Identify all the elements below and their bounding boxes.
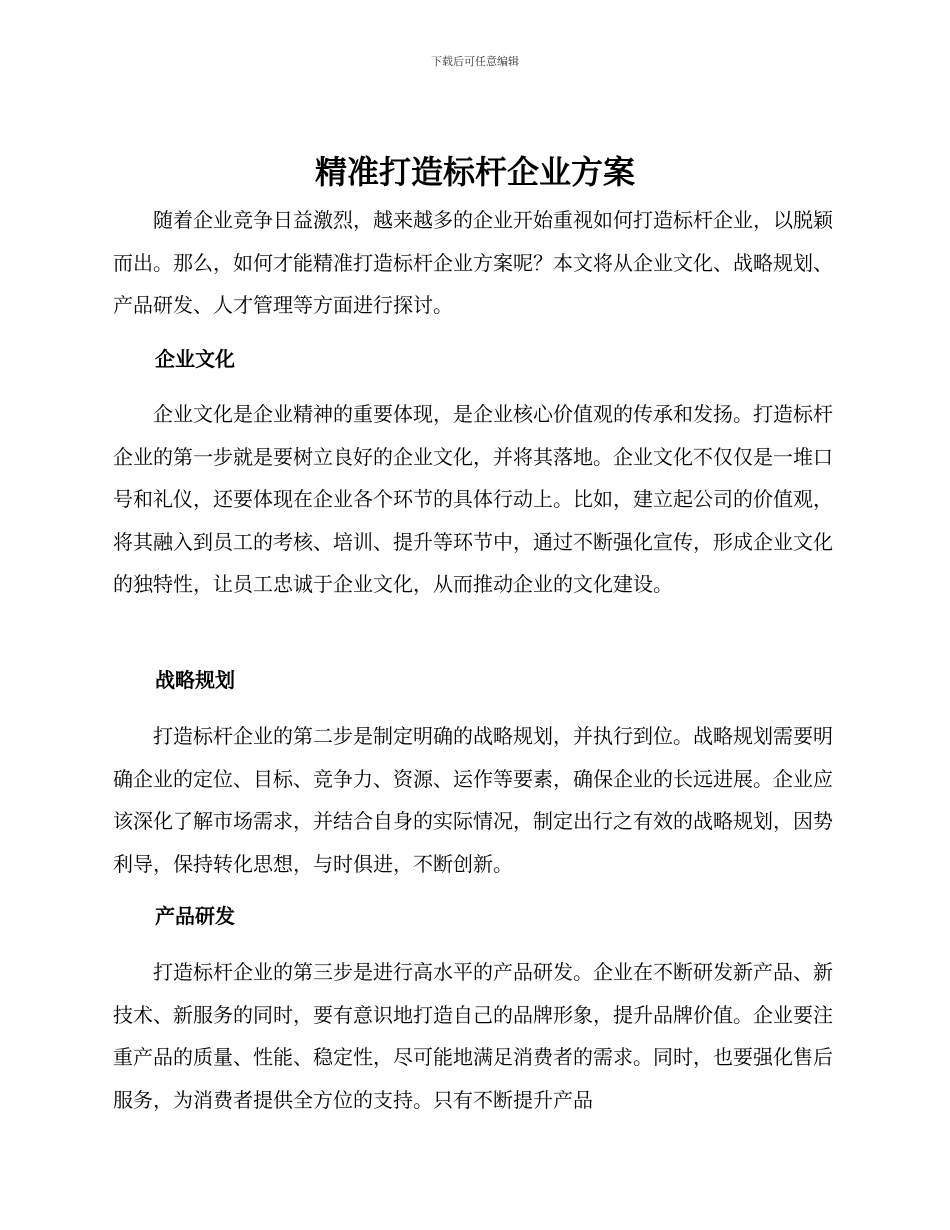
intro-paragraph: 随着企业竞争日益激烈，越来越多的企业开始重视如何打造标杆企业，以脱颖而出。那么，如何才能精准打造标杆企业方案呢？本文将从企业文化、战略规划、产品研发、人才管理等方面进行探讨。 <box>113 208 833 317</box>
section-heading-strategy: 战略规划 <box>155 668 235 692</box>
section-paragraph-product: 打造标杆企业的第三步是进行高水平的产品研发。企业在不断研发新产品、新技术、新服务的同时，要有意识地打造自己的品牌形象，提升品牌价值。企业要注重产品的质量、性能、稳定性，尽可能地满足消费者的需求。同时，也要强化售后服务，为消费者提供全方位的支持。只有不断提升产品 <box>113 960 833 1112</box>
section-paragraph-culture: 企业文化是企业精神的重要体现，是企业核心价值观的传承和发扬。打造标杆企业的第一步就是要树立良好的企业文化，并将其落地。企业文化不仅仅是一堆口号和礼仪，还要体现在企业各个环节的具体行动上。比如，建立起公司的价值观，将其融入到员工的考核、培训、提升等环节中，通过不断强化宣传，形成企业文化的独特性，让员工忠诚于企业文化，从而推动企业的文化建设。 <box>113 402 833 596</box>
section-paragraph-strategy: 打造标杆企业的第二步是制定明确的战略规划，并执行到位。战略规划需要明确企业的定位、目标、竞争力、资源、运作等要素，确保企业的长远进展。企业应该深化了解市场需求，并结合自身的实际情况，制定出行之有效的战略规划，因势利导，保持转化思想，与时俱进，不断创新。 <box>113 724 833 876</box>
page-header-note: 下载后可任意编辑 <box>431 55 519 68</box>
section-heading-product: 产品研发 <box>155 904 235 928</box>
document-title: 精准打造标杆企业方案 <box>314 153 635 191</box>
section-heading-culture: 企业文化 <box>155 347 235 371</box>
